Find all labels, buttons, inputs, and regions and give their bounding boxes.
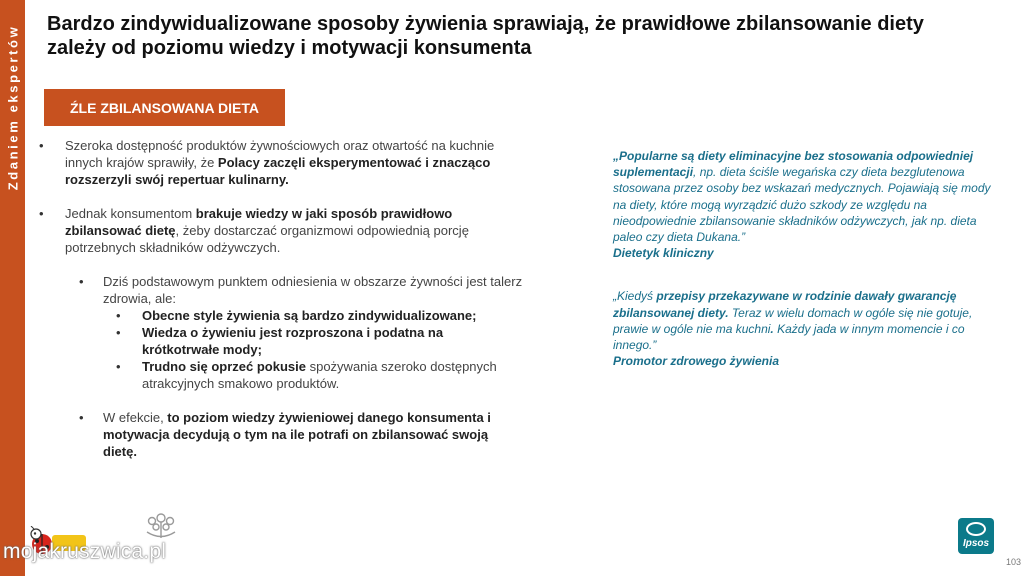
quote-author: Dietetyk kliniczny	[613, 246, 714, 261]
title-line-2: zależy od poziomu wiedzy i motywacji konsumenta	[47, 37, 532, 59]
bullet-item: • Szeroka dostępność produktów żywnościowych oraz otwartość na kuchnie innych krajów sprawiły, że Polacy zaczęli eksperymentować i znacząco rozszerzyli swój repertuar kulinarny.	[38, 137, 523, 188]
bullet-item: • Dziś podstawowym punktem odniesienia w obszarze żywności jest talerz zdrowia, ale:	[38, 273, 523, 307]
flower-icon	[137, 510, 185, 542]
section-tag-text: ŹLE ZBILANSOWANA DIETA	[70, 99, 259, 116]
logo-ring	[966, 522, 986, 536]
ipsos-logo	[958, 518, 994, 554]
slide-title	[47, 12, 1007, 60]
sub-bullet-item: • Wiedza o żywieniu jest rozproszona i podatna na krótkotrwałe mody;	[38, 324, 523, 358]
quote-dietitian: „Popularne są diety eliminacyjne bez stosowania odpowiedniej suplementacji, np. dieta ściśle wegańska czy dieta bezglutenowa stosowana przez osoby bez wskazań medycznych. Pojawiają się mody na diety, które mogą wyrządzić dużo szkody ze względu na nieodpowiednie zbilansowanie składników odżywczych, jak np. dieta paleo czy dieta Dukana.” Dietetyk kliniczny	[613, 148, 1001, 261]
quote-author: Promotor zdrowego żywienia	[613, 354, 780, 369]
bullet-list	[38, 137, 523, 460]
quote-promoter: „Kiedyś przepisy przekazywane w rodzinie dawały gwarancję zbilansowanej diety. Teraz w wielu domach w ogóle się nie gotuje, prawie w ogóle nie ma kuchni. Każdy jada w innym momencie i co innego.” Promotor zdrowego żywienia	[613, 288, 1001, 369]
expert-quotes	[613, 148, 1001, 369]
sidebar-label-text: Zdaniem ekspertów	[5, 24, 21, 191]
site-watermark: mojakruszwica.pl	[3, 540, 167, 563]
logo-text: Ipsos	[962, 538, 990, 549]
page-number: 103	[1006, 557, 1022, 567]
bullet-item: • W efekcie, to poziom wiedzy żywieniowej danego konsumenta i motywacja decydują o tym na ile potrafi on zbilansować swoją dietę.	[38, 409, 523, 460]
sub-bullet-item: • Trudno się oprzeć pokusie spożywania szeroko dostępnych atrakcyjnych smakowo produktów.	[38, 358, 523, 392]
sub-bullet-item: • Obecne style żywienia są bardzo zindywidualizowane;	[38, 307, 523, 324]
bullet-item: • Jednak konsumentom brakuje wiedzy w jaki sposób prawidłowo zbilansować dietę, żeby dostarczać organizmowi odpowiednią porcję potrzebnych składników odżywczych.	[38, 205, 523, 256]
title-line-1: Bardzo zindywidualizowane sposoby żywienia sprawiają, że prawidłowe zbilansowanie diety	[47, 13, 924, 35]
section-tag	[44, 89, 285, 126]
sidebar-label	[0, 0, 25, 215]
